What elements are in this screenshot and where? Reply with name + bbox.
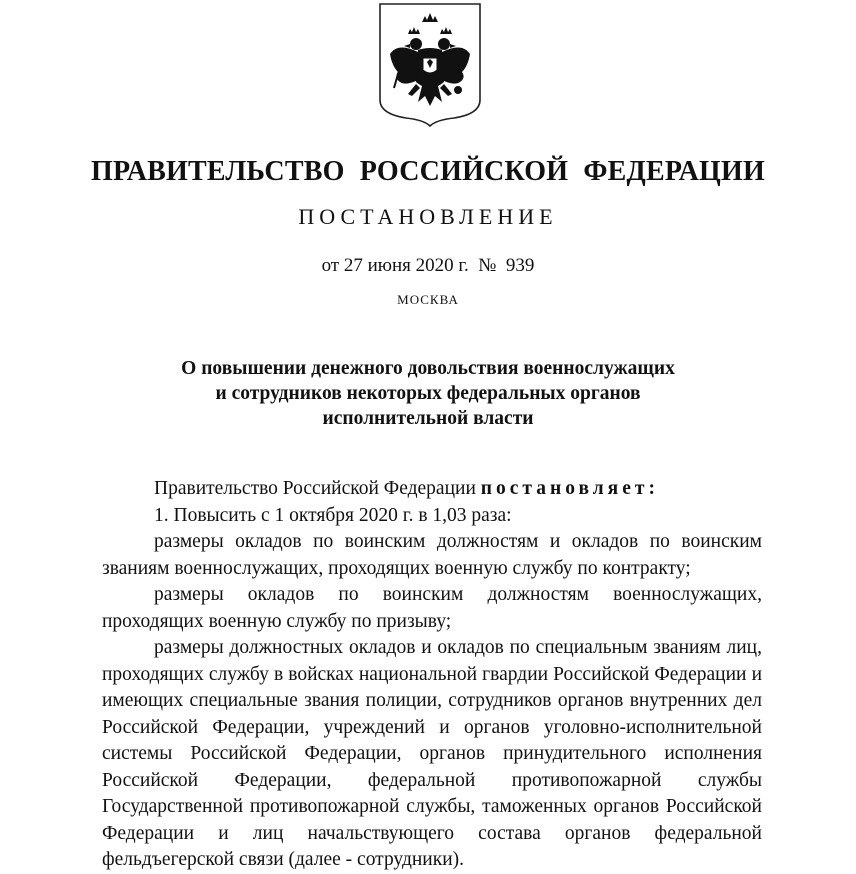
document-type: ПОСТАНОВЛЕНИЕ [298,204,558,229]
intro-text: Правительство Российской Федерации [154,478,476,499]
intro-paragraph [102,476,762,503]
coat-of-arms-icon [378,2,482,128]
paragraph-3: размеры должностных окладов и окладов по специальным званиям лиц, проходящих службу в войсках национальной гвардии Российской Федерации и имеющих специальные звания полиции, сотрудников органов внутренних дел Российской Федерации, учреждений и органов уголовно-исполнительной системы Российской Федерации, органов принудительного исполнения Российской Федерации, федеральной противопожарной службы Государственной противопожарной службы, таможенных органов Российской Федерации и лиц начальствующего состава органов федеральной фельдъегерской связи (далее - сотрудники). [102,637,762,870]
heading-line-3: исполнительной власти [322,408,534,429]
heading-line-1: О повышении денежного довольствия военнослужащих [181,358,675,379]
document-date-number: от 27 июня 2020 г. № 939 [321,255,535,276]
document-body [102,476,762,874]
government-title: ПРАВИТЕЛЬСТВО РОССИЙСКОЙ ФЕДЕРАЦИИ [91,156,765,187]
paragraph-1: размеры окладов по воинским должностям и окладов по воинским званиям военнослужащих, проходящих военную службу по контракту; [102,531,762,579]
item-1: 1. Повысить с 1 октября 2020 г. в 1,03 раза: [154,504,512,526]
heading-line-2: и сотрудников некоторых федеральных органов [215,383,641,404]
decree-verb: постановляет: [480,478,659,499]
paragraph-2: размеры окладов по воинским должностям военнослужащих, проходящих военную службу по призыву; [102,584,762,632]
document-city: МОСКВА [397,292,459,307]
document-heading [0,356,856,431]
